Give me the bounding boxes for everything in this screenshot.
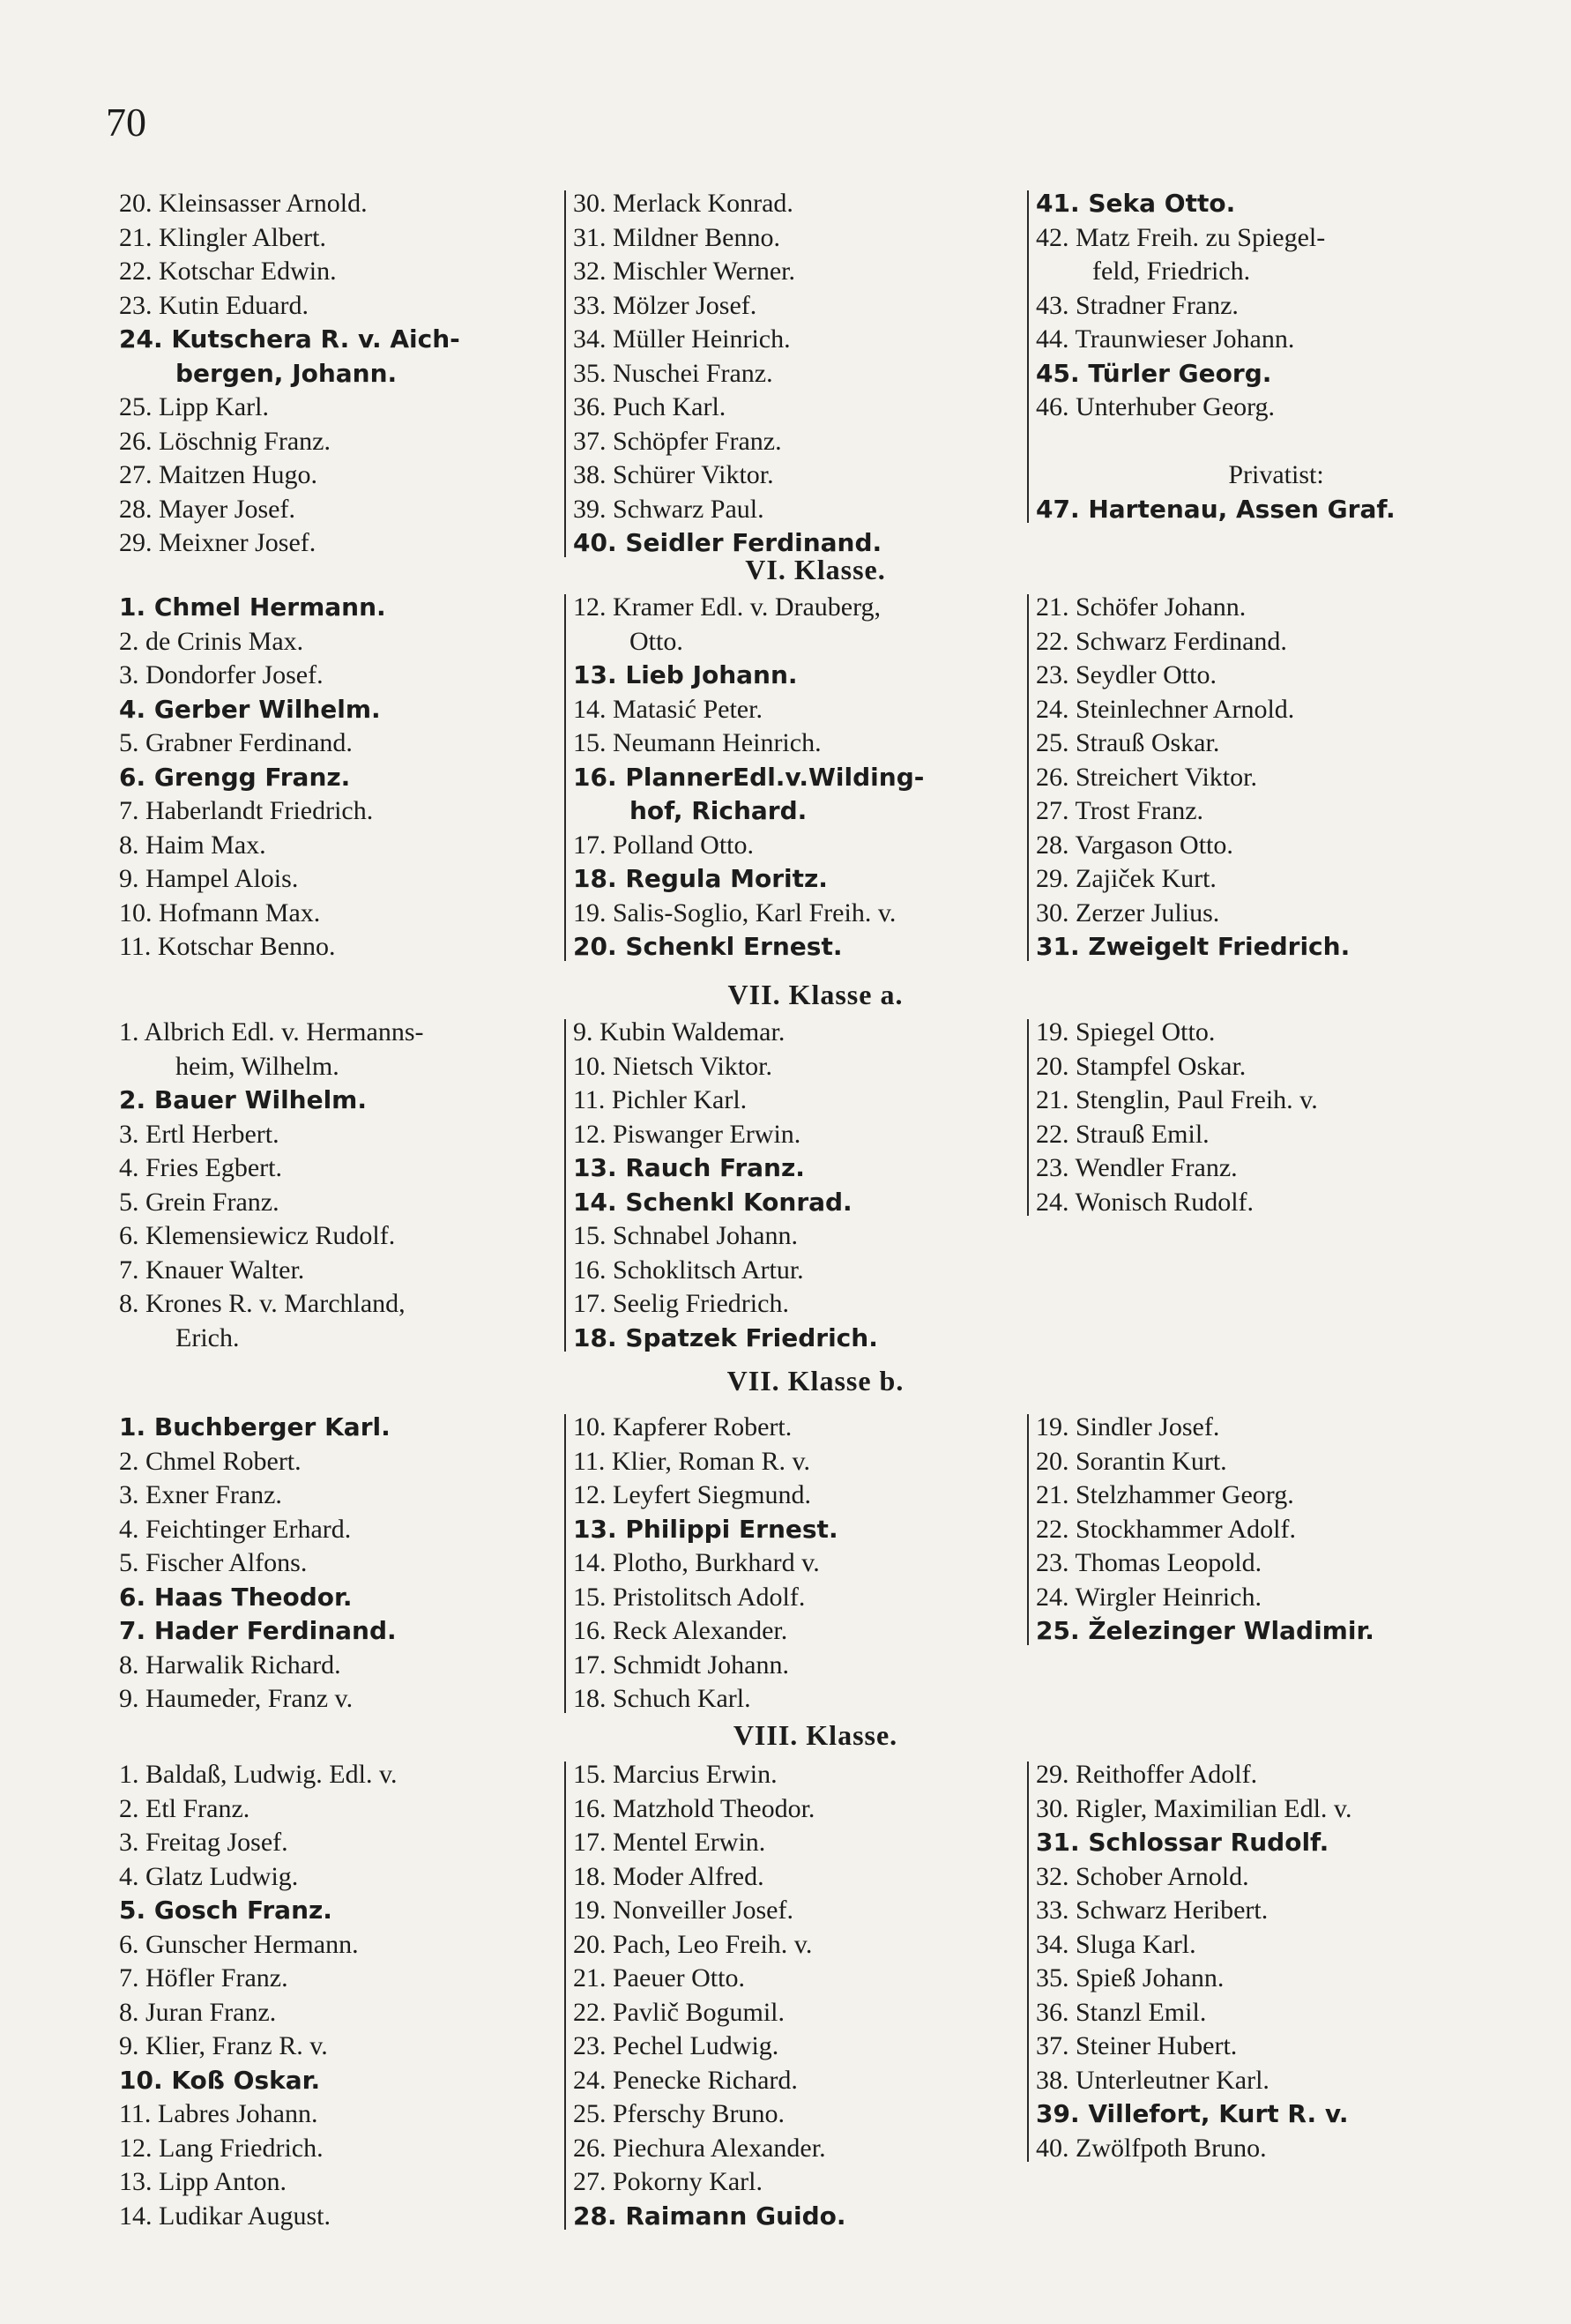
- list-item: 13. Lipp Anton.: [119, 2167, 287, 2196]
- column-1: [119, 187, 560, 561]
- list-item: 21. Paeuer Otto.: [573, 1963, 745, 1993]
- list-item: 25. Pferschy Bruno.: [573, 2099, 785, 2128]
- list-item: 43. Stradner Franz.: [1036, 290, 1239, 320]
- list-item: 13. Philippi Ernest.: [573, 1514, 838, 1544]
- list-item: 6. Klemensiewicz Rudolf.: [119, 1221, 396, 1250]
- list-item: 2. Bauer Wilhelm.: [119, 1085, 367, 1114]
- column-2: [573, 1758, 1023, 2233]
- list-item: 12. Kramer Edl. v. Drauberg,: [573, 592, 882, 622]
- list-item: 1. Buchberger Karl.: [119, 1412, 391, 1441]
- list-item: 22. Schwarz Ferdinand.: [1036, 626, 1287, 656]
- list-item: 4. Gerber Wilhelm.: [119, 694, 381, 724]
- list-item: 28. Vargason Otto.: [1036, 830, 1233, 860]
- list-item: 28. Raimann Guido.: [573, 2201, 846, 2231]
- list-item: 24. Penecke Richard.: [573, 2065, 798, 2095]
- list-item: 39. Villefort, Kurt R. v.: [1036, 2099, 1349, 2128]
- list-item-continuation: hof, Richard.: [629, 796, 808, 825]
- section-class-viii: [119, 1719, 1512, 2248]
- list-item: 10. Nietsch Viktor.: [573, 1051, 772, 1081]
- list-item-continuation: bergen, Johann.: [175, 358, 398, 388]
- column-3: [1036, 1758, 1516, 2165]
- list-item: 15. Neumann Heinrich.: [573, 728, 822, 757]
- list-item: 9. Haumeder, Franz v.: [119, 1684, 354, 1713]
- list-item: 8. Haim Max.: [119, 830, 266, 860]
- list-item: 16. PlannerEdl.v.Wilding-: [573, 762, 925, 792]
- list-item: 28. Mayer Josef.: [119, 494, 295, 524]
- list-item: 15. Schnabel Johann.: [573, 1221, 798, 1250]
- list-item: 10. Kapferer Robert.: [573, 1412, 793, 1441]
- list-item: 18. Regula Moritz.: [573, 864, 828, 893]
- column-2: [573, 187, 1023, 561]
- list-item: 5. Fischer Alfons.: [119, 1548, 308, 1577]
- list-item: 5. Gosch Franz.: [119, 1896, 332, 1925]
- list-item: 39. Schwarz Paul.: [573, 494, 764, 524]
- list-item: 3. Dondorfer Josef.: [119, 660, 324, 689]
- column-1: [119, 1016, 560, 1355]
- list-item: 11. Pichler Karl.: [573, 1085, 748, 1114]
- list-item: 7. Knauer Walter.: [119, 1255, 305, 1285]
- list-item: 18. Spatzek Friedrich.: [573, 1322, 878, 1352]
- list-item: 24. Wonisch Rudolf.: [1036, 1187, 1255, 1217]
- list-item: 24. Steinlechner Arnold.: [1036, 694, 1295, 724]
- list-item: 19. Spiegel Otto.: [1036, 1017, 1216, 1047]
- list-item: 23. Wendler Franz.: [1036, 1153, 1238, 1182]
- list-item: 45. Türler Georg.: [1036, 358, 1272, 388]
- list-item: 4. Feichtinger Erhard.: [119, 1514, 352, 1544]
- list-item: 11. Labres Johann.: [119, 2099, 318, 2128]
- list-item: 18. Moder Alfred.: [573, 1861, 764, 1891]
- list-item: 27. Trost Franz.: [1036, 796, 1204, 825]
- list-item: 36. Stanzl Emil.: [1036, 1997, 1207, 2027]
- list-item: 21. Klingler Albert.: [119, 222, 326, 252]
- list-item: 24. Wirgler Heinrich.: [1036, 1582, 1262, 1612]
- list-item: 2. Chmel Robert.: [119, 1446, 302, 1476]
- list-item: 44. Traunwieser Johann.: [1036, 324, 1295, 354]
- list-item: 40. Zwölfpoth Bruno.: [1036, 2133, 1267, 2163]
- list-item: 12. Piswanger Erwin.: [573, 1119, 801, 1149]
- list-item: 22. Stockhammer Adolf.: [1036, 1514, 1296, 1544]
- list-item: 11. Klier, Roman R. v.: [573, 1446, 811, 1476]
- list-item: 14. Schenkl Konrad.: [573, 1187, 853, 1217]
- column-3: [1036, 187, 1516, 526]
- list-item: 9. Kubin Waldemar.: [573, 1017, 786, 1047]
- list-item: 29. Meixner Josef.: [119, 528, 316, 557]
- column-3: [1036, 591, 1516, 965]
- list-item: 19. Sindler Josef.: [1036, 1412, 1220, 1441]
- list-item: 7. Höfler Franz.: [119, 1963, 288, 1993]
- list-item: 22. Kotschar Edwin.: [119, 257, 337, 286]
- list-item: 8. Harwalik Richard.: [119, 1650, 341, 1680]
- list-item: 26. Piechura Alexander.: [573, 2133, 826, 2163]
- list-item: 38. Schürer Viktor.: [573, 460, 774, 489]
- list-item: 20. Kleinsasser Arnold.: [119, 189, 368, 218]
- list-item: 4. Glatz Ludwig.: [119, 1861, 299, 1891]
- list-item: 35. Nuschei Franz.: [573, 358, 773, 388]
- column-1: [119, 591, 560, 965]
- list-item: 29. Reithoffer Adolf.: [1036, 1760, 1258, 1789]
- column-1: [119, 1758, 560, 2233]
- list-item: 30. Merlack Konrad.: [573, 189, 793, 218]
- column-3: [1036, 1411, 1516, 1649]
- list-item: 11. Kotschar Benno.: [119, 932, 336, 961]
- list-item: 16. Matzhold Theodor.: [573, 1793, 815, 1823]
- list-item-continuation: Otto.: [629, 626, 683, 656]
- list-item: 47. Hartenau, Assen Graf.: [1036, 494, 1396, 524]
- list-item: 9. Klier, Franz R. v.: [119, 2031, 328, 2060]
- list-item: 17. Mentel Erwin.: [573, 1828, 766, 1857]
- list-item: 21. Schöfer Johann.: [1036, 592, 1247, 622]
- list-item: 23. Seydler Otto.: [1036, 660, 1217, 689]
- list-item: 14. Plotho, Burkhard v.: [573, 1548, 820, 1577]
- list-item: 18. Schuch Karl.: [573, 1684, 751, 1713]
- list-item: 29. Zajiček Kurt.: [1036, 864, 1217, 893]
- list-item: 27. Pokorny Karl.: [573, 2167, 763, 2196]
- list-item: 32. Schober Arnold.: [1036, 1861, 1249, 1891]
- list-item: 10. Koß Oskar.: [119, 2065, 321, 2095]
- list-item: 2. de Crinis Max.: [119, 626, 304, 656]
- list-item: 25. Železinger Wladimir.: [1036, 1616, 1374, 1645]
- list-item-continuation: heim, Wilhelm.: [175, 1051, 339, 1081]
- list-item: 31. Zweigelt Friedrich.: [1036, 932, 1351, 961]
- list-item: 26. Löschnig Franz.: [119, 426, 331, 456]
- list-item: 15. Marcius Erwin.: [573, 1760, 778, 1789]
- list-item: 6. Haas Theodor.: [119, 1582, 353, 1612]
- list-item: 21. Stenglin, Paul Freih. v.: [1036, 1085, 1318, 1114]
- list-item: 13. Rauch Franz.: [573, 1153, 805, 1182]
- section-class-vi: [119, 554, 1512, 968]
- list-item: 19. Salis-Soglio, Karl Freih. v.: [573, 898, 897, 927]
- list-item: 26. Streichert Viktor.: [1036, 762, 1257, 792]
- list-item: 22. Pavlič Bogumil.: [573, 1997, 785, 2027]
- list-item: 37. Steiner Hubert.: [1036, 2031, 1238, 2060]
- list-item: 20. Pach, Leo Freih. v.: [573, 1929, 813, 1959]
- list-item: 23. Pechel Ludwig.: [573, 2031, 779, 2060]
- list-item: 25. Lipp Karl.: [119, 392, 269, 421]
- section-heading: VI. Klasse.: [745, 554, 886, 585]
- list-item: 34. Müller Heinrich.: [573, 324, 791, 354]
- list-item: 21. Stelzhammer Georg.: [1036, 1480, 1294, 1509]
- section-class-vii-b: [119, 1365, 1512, 1717]
- list-item: 31. Schlossar Rudolf.: [1036, 1828, 1329, 1857]
- list-item: 6. Grengg Franz.: [119, 762, 351, 792]
- list-item: 17. Schmidt Johann.: [573, 1650, 789, 1680]
- list-item: 41. Seka Otto.: [1036, 189, 1236, 218]
- list-item-continuation: Erich.: [175, 1322, 240, 1352]
- list-item: [1036, 425, 1516, 459]
- section-class-vii-a: [119, 979, 1512, 1367]
- list-item: 20. Sorantin Kurt.: [1036, 1446, 1227, 1476]
- list-item: 1. Albrich Edl. v. Hermanns-: [119, 1017, 424, 1047]
- list-item: 12. Leyfert Siegmund.: [573, 1480, 811, 1509]
- list-item: 20. Schenkl Ernest.: [573, 932, 843, 961]
- list-item: 5. Grabner Ferdinand.: [119, 728, 353, 757]
- list-item: 20. Stampfel Oskar.: [1036, 1051, 1247, 1081]
- list-item: 32. Mischler Werner.: [573, 257, 795, 286]
- list-item: 5. Grein Franz.: [119, 1187, 279, 1217]
- list-item: 13. Lieb Johann.: [573, 660, 798, 689]
- list-item: 16. Schoklitsch Artur.: [573, 1255, 804, 1285]
- list-item: 31. Mildner Benno.: [573, 222, 780, 252]
- list-item: 25. Strauß Oskar.: [1036, 728, 1220, 757]
- list-item: 34. Sluga Karl.: [1036, 1929, 1196, 1959]
- page-number: 70: [106, 100, 146, 145]
- list-item: 14. Matasić Peter.: [573, 694, 763, 724]
- list-item: 40. Seidler Ferdinand.: [573, 528, 882, 557]
- subheading: Privatist:: [1228, 460, 1324, 489]
- list-item: 10. Hofmann Max.: [119, 898, 321, 927]
- list-item: 3. Ertl Herbert.: [119, 1119, 279, 1149]
- section-heading: VII. Klasse b.: [726, 1365, 905, 1397]
- section-heading: VIII. Klasse.: [733, 1719, 898, 1751]
- list-item: 15. Pristolitsch Adolf.: [573, 1582, 806, 1612]
- list-item: 38. Unterleutner Karl.: [1036, 2065, 1269, 2095]
- section-class-v-continued: [119, 187, 1512, 566]
- list-item: 23. Thomas Leopold.: [1036, 1548, 1262, 1577]
- list-item: 17. Seelig Friedrich.: [573, 1289, 789, 1318]
- list-item: 24. Kutschera R. v. Aich-: [119, 324, 460, 354]
- list-item: 3. Freitag Josef.: [119, 1828, 288, 1857]
- list-item: 30. Zerzer Julius.: [1036, 898, 1220, 927]
- list-item: 4. Fries Egbert.: [119, 1153, 282, 1182]
- list-item: 1. Baldaß, Ludwig. Edl. v.: [119, 1760, 398, 1789]
- list-item: 7. Haberlandt Friedrich.: [119, 796, 374, 825]
- list-item: 14. Ludikar August.: [119, 2201, 331, 2231]
- list-item: 33. Schwarz Heribert.: [1036, 1896, 1269, 1925]
- list-item: 8. Krones R. v. Marchland,: [119, 1289, 406, 1318]
- list-item: 6. Gunscher Hermann.: [119, 1929, 359, 1959]
- list-item: 27. Maitzen Hugo.: [119, 460, 317, 489]
- column-2: [573, 1016, 1023, 1355]
- list-item: 9. Hampel Alois.: [119, 864, 299, 893]
- column-1: [119, 1411, 560, 1717]
- list-item: 33. Mölzer Josef.: [573, 290, 757, 320]
- list-item-continuation: feld, Friedrich.: [1092, 257, 1251, 286]
- list-item: 35. Spieß Johann.: [1036, 1963, 1225, 1993]
- list-item: 23. Kutin Eduard.: [119, 290, 309, 320]
- list-item: 46. Unterhuber Georg.: [1036, 392, 1276, 421]
- list-item: 36. Puch Karl.: [573, 392, 726, 421]
- list-item: 1. Chmel Hermann.: [119, 592, 386, 622]
- list-item: 3. Exner Franz.: [119, 1480, 282, 1509]
- list-item: 8. Juran Franz.: [119, 1997, 277, 2027]
- list-item: 42. Matz Freih. zu Spiegel-: [1036, 222, 1326, 252]
- list-item: 30. Rigler, Maximilian Edl. v.: [1036, 1793, 1352, 1823]
- list-item: 22. Strauß Emil.: [1036, 1119, 1210, 1149]
- column-2: [573, 1411, 1023, 1717]
- list-item: 16. Reck Alexander.: [573, 1616, 788, 1645]
- list-item: 7. Hader Ferdinand.: [119, 1616, 397, 1645]
- list-item: 19. Nonveiller Josef.: [573, 1896, 793, 1925]
- list-item: 37. Schöpfer Franz.: [573, 426, 782, 456]
- list-item: 2. Etl Franz.: [119, 1793, 250, 1823]
- section-heading: VII. Klasse a.: [727, 979, 904, 1010]
- column-3: [1036, 1016, 1516, 1219]
- list-item: 12. Lang Friedrich.: [119, 2133, 324, 2163]
- column-2: [573, 591, 1023, 965]
- list-item: 17. Polland Otto.: [573, 830, 755, 860]
